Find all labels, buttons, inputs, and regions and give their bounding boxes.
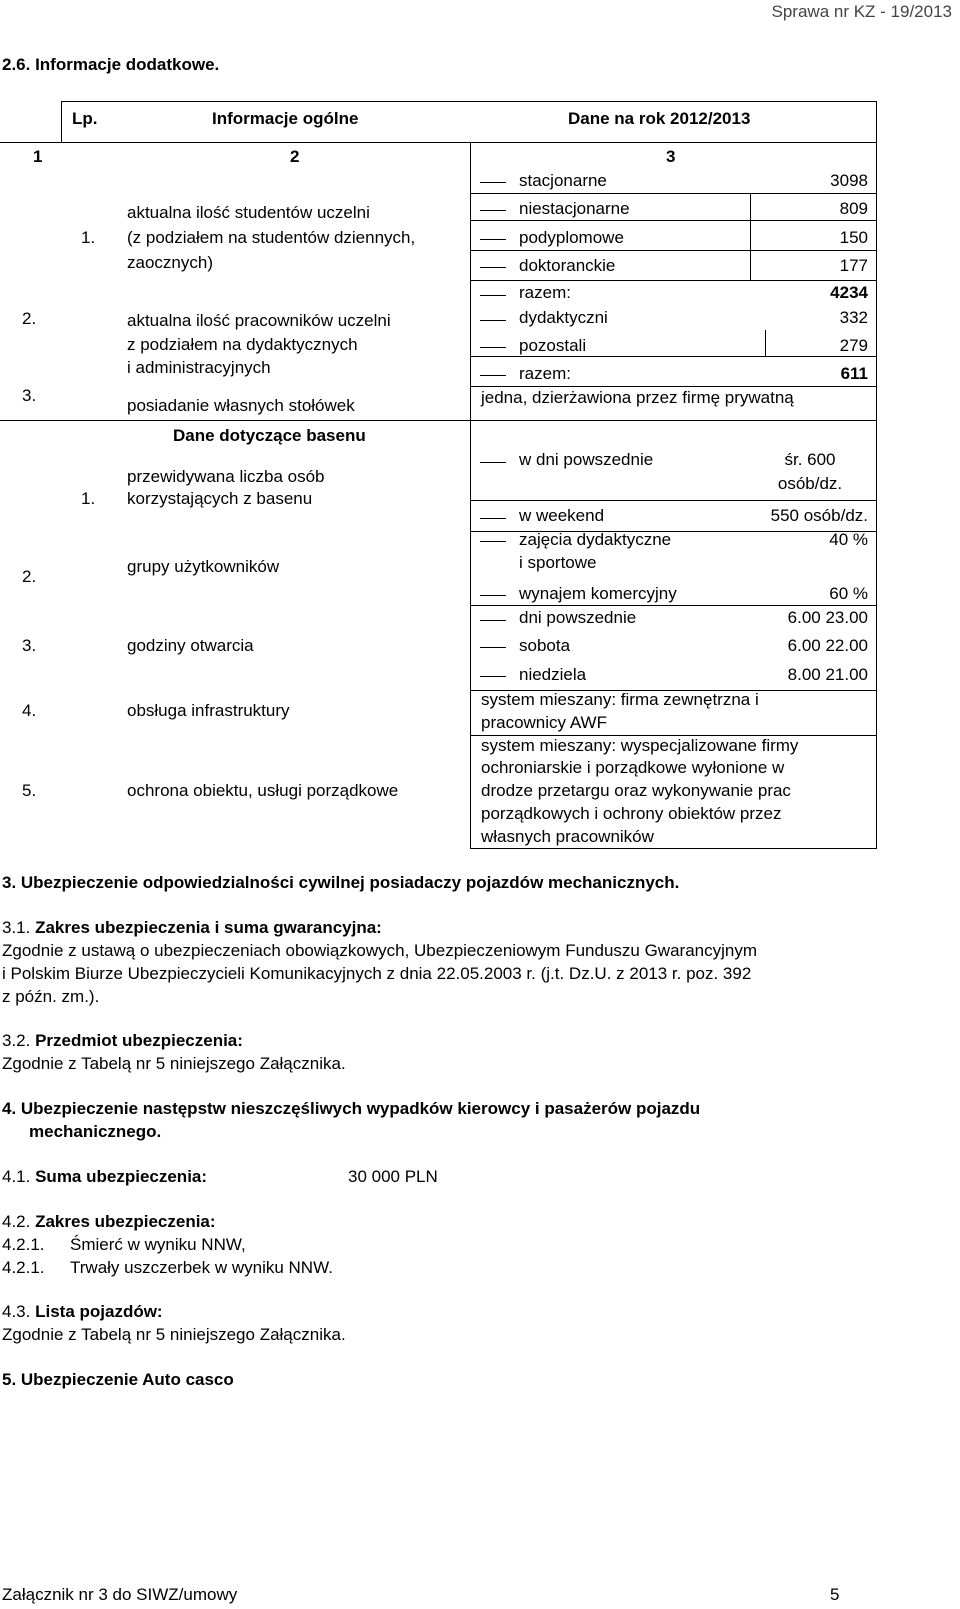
item-value: 150: [839, 228, 868, 247]
section-title: 2.6. Informacje dodatkowe.: [2, 55, 220, 74]
item-value: 550 osób/dz.: [770, 506, 868, 525]
row-label: i administracyjnych: [127, 358, 271, 377]
paragraph: Zgodnie z Tabelą nr 5 niniejszego Załącznika.: [2, 1325, 346, 1344]
col-lp-header: Lp.: [72, 109, 98, 128]
item-label: pozostali: [519, 336, 587, 355]
section-5-title: 5. Ubezpieczenie Auto casco: [2, 1370, 234, 1389]
total-value: 611: [840, 364, 868, 383]
section-4-1-num: 4.1.: [2, 1167, 31, 1186]
row-value: pracownicy AWF: [481, 713, 607, 732]
row-value: drodze przetargu oraz wykonywanie prac: [481, 781, 791, 800]
sum-insured-value: 30 000 PLN: [348, 1167, 438, 1186]
row-lp: 5.: [22, 781, 37, 800]
item-value: 279: [839, 336, 868, 355]
section-3-1-heading: [2, 918, 382, 938]
row-label: godziny otwarcia: [127, 636, 254, 655]
section-4-3-heading: [2, 1302, 163, 1322]
row-value: własnych pracowników: [481, 827, 654, 846]
row-lp: 3.: [22, 636, 37, 655]
section-3-2-heading: [2, 1031, 243, 1051]
row-label: grupy użytkowników: [127, 557, 280, 576]
row-label: aktualna ilość pracowników uczelni: [127, 311, 391, 330]
item-label: w dni powszednie: [519, 450, 654, 469]
section-4-title: 4. Ubezpieczenie następstw nieszczęśliwych wypadków kierowcy i pasażerów pojazdu: [2, 1099, 701, 1118]
section-3-2-num: 3.2.: [2, 1031, 31, 1050]
item-label: i sportowe: [519, 553, 597, 572]
section-3-1-title: Zakres ubezpieczenia i suma gwarancyjna:: [35, 918, 382, 937]
item-label: dni powszednie: [519, 608, 637, 627]
item-value: 3098: [830, 171, 868, 190]
item-value: 332: [839, 308, 868, 327]
col-num-1: 1: [33, 147, 43, 166]
paragraph: z późn. zm.).: [2, 987, 100, 1006]
pool-header: Dane dotyczące basenu: [173, 426, 366, 445]
col-info-header: Informacje ogólne: [212, 109, 359, 128]
row-value: jedna, dzierżawiona przez firmę prywatną: [481, 388, 794, 407]
section-3-2-title: Przedmiot ubezpieczenia:: [35, 1031, 243, 1050]
item-label: niestacjonarne: [519, 199, 630, 218]
row-value: ochroniarskie i porządkowe wyłonione w: [481, 758, 785, 777]
row-lp: 1.: [81, 228, 96, 247]
item-label: wynajem komercyjny: [519, 584, 677, 603]
total-label: razem:: [519, 364, 571, 383]
section-4-2-num: 4.2.: [2, 1212, 31, 1231]
item-value: 177: [839, 256, 868, 275]
section-4-2-title: Zakres ubezpieczenia:: [35, 1212, 216, 1231]
list-item-num: 4.2.1.: [2, 1235, 45, 1254]
page-number: 5: [830, 1585, 840, 1604]
row-label: korzystających z basenu: [127, 489, 313, 508]
item-label: w weekend: [519, 506, 605, 525]
col-num-2: 2: [290, 147, 300, 166]
item-label: sobota: [519, 636, 571, 655]
row-label: (z podziałem na studentów dziennych,: [127, 228, 416, 247]
paragraph: Zgodnie z ustawą o ubezpieczeniach obowiązkowych, Ubezpieczeniowym Funduszu Gwarancyjnym: [2, 941, 757, 960]
item-value: 809: [839, 199, 868, 218]
page-header: Sprawa nr KZ - 19/2013: [771, 2, 952, 21]
col-num-3: 3: [666, 147, 676, 166]
row-label: przewidywana liczba osób: [127, 467, 325, 486]
item-label: doktoranckie: [519, 256, 616, 275]
row-lp: 2.: [22, 309, 37, 328]
section-3-1-num: 3.1.: [2, 918, 31, 937]
total-label: razem:: [519, 283, 571, 302]
section-4-3-num: 4.3.: [2, 1302, 31, 1321]
section-4-3-title: Lista pojazdów:: [35, 1302, 163, 1321]
row-lp: 3.: [22, 386, 37, 405]
row-label: posiadanie własnych stołówek: [127, 396, 355, 415]
total-value: 4234: [830, 283, 868, 302]
row-value: system mieszany: firma zewnętrzna i: [481, 690, 759, 709]
row-label: obsługa infrastruktury: [127, 701, 290, 720]
item-value: 40 %: [829, 530, 868, 549]
item-label: niedziela: [519, 665, 587, 684]
row-label: zaocznych): [127, 253, 213, 272]
list-item: Śmierć w wyniku NNW,: [70, 1235, 246, 1254]
footer-left: Załącznik nr 3 do SIWZ/umowy: [2, 1585, 238, 1604]
row-value: porządkowych i ochrony obiektów przez: [481, 804, 782, 823]
section-4-title-cont: mechanicznego.: [29, 1122, 162, 1141]
col-data-header: Dane na rok 2012/2013: [568, 109, 751, 128]
item-value: osób/dz.: [777, 474, 843, 493]
list-item-num: 4.2.1.: [2, 1258, 45, 1277]
paragraph: Zgodnie z Tabelą nr 5 niniejszego Załącznika.: [2, 1054, 346, 1073]
item-value: 6.00 23.00: [787, 608, 868, 627]
row-value: system mieszany: wyspecjalizowane firmy: [481, 736, 799, 755]
list-item: Trwały uszczerbek w wyniku NNW.: [70, 1258, 333, 1277]
item-value: 6.00 22.00: [787, 636, 868, 655]
paragraph: i Polskim Biurze Ubezpieczycieli Komunikacyjnych z dnia 22.05.2003 r. (j.t. Dz.U. z 2013 r. poz. 392: [2, 964, 752, 983]
item-label: dydaktyczni: [519, 308, 608, 327]
section-3-title: 3. Ubezpieczenie odpowiedzialności cywilnej posiadaczy pojazdów mechanicznych.: [2, 873, 680, 892]
row-lp: 1.: [81, 489, 96, 508]
section-4-1-title: Suma ubezpieczenia:: [35, 1167, 208, 1186]
item-label: zajęcia dydaktyczne: [519, 530, 672, 549]
item-value: śr. 600: [784, 450, 836, 469]
section-4-1-heading: [2, 1167, 207, 1187]
row-label: z podziałem na dydaktycznych: [127, 335, 358, 354]
row-label: aktualna ilość studentów uczelni: [127, 203, 370, 222]
item-value: 8.00 21.00: [787, 665, 868, 684]
item-label: stacjonarne: [519, 171, 607, 190]
row-lp: 2.: [22, 567, 37, 586]
row-lp: 4.: [22, 701, 37, 720]
row-label: ochrona obiektu, usługi porządkowe: [127, 781, 399, 800]
item-label: podyplomowe: [519, 228, 624, 247]
section-4-2-heading: [2, 1212, 216, 1232]
item-value: 60 %: [829, 584, 868, 603]
